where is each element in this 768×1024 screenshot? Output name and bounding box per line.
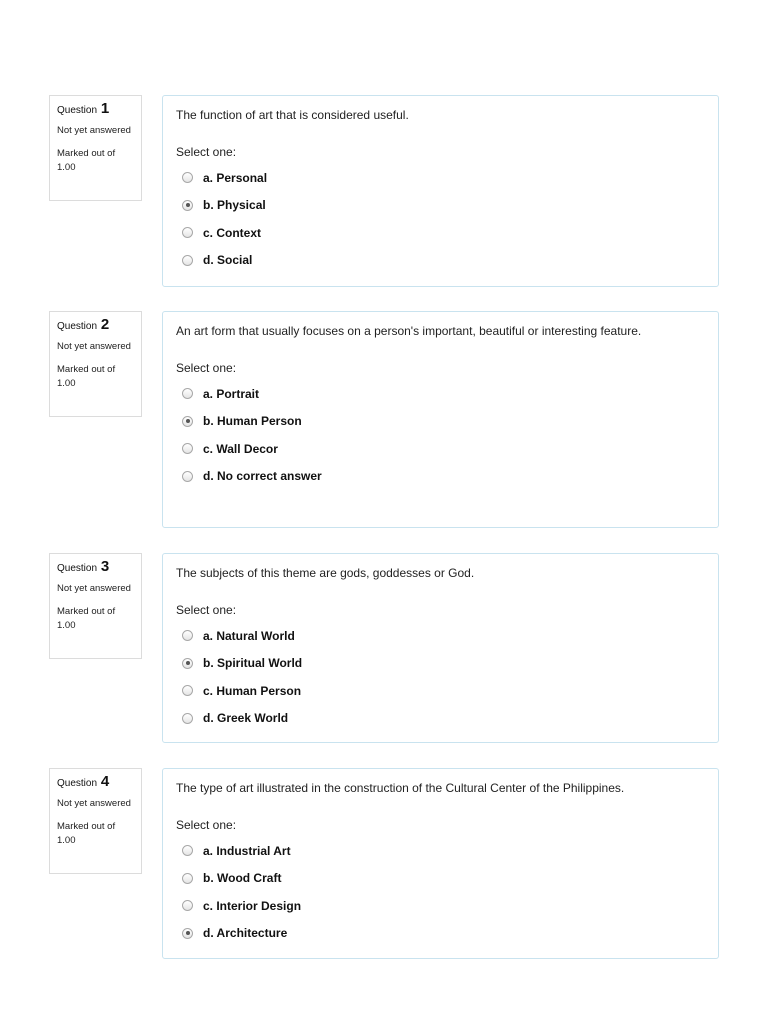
answer-option-b[interactable] xyxy=(176,408,705,436)
radio-button[interactable] xyxy=(182,388,193,399)
question-grade: Marked out of 1.00 xyxy=(57,363,116,389)
answer-option-b[interactable] xyxy=(176,650,705,678)
select-one-prompt: Select one: xyxy=(176,145,237,159)
question-info xyxy=(49,311,142,417)
answer-label[interactable]: a. Natural World xyxy=(203,628,295,643)
answer-label[interactable]: c. Wall Decor xyxy=(203,441,278,456)
question-label: Question xyxy=(57,321,98,332)
answer-option-d[interactable] xyxy=(176,247,705,275)
question-info xyxy=(49,768,142,874)
question-text: The type of art illustrated in the construction of the Cultural Center of the Philippines. xyxy=(176,781,625,795)
answer-option-a[interactable] xyxy=(176,380,705,408)
answer-label[interactable]: b. Physical xyxy=(203,198,266,213)
select-one-prompt: Select one: xyxy=(176,603,237,617)
radio-button[interactable] xyxy=(182,845,193,856)
answer-label[interactable]: c. Interior Design xyxy=(203,898,302,913)
question-number xyxy=(57,317,134,335)
answer-label[interactable]: b. Spiritual World xyxy=(203,656,303,671)
question-content xyxy=(162,311,719,528)
question-state: Not yet answered xyxy=(57,583,131,594)
question-grade: Marked out of 1.00 xyxy=(57,820,116,846)
answer-list xyxy=(176,164,705,274)
question-grade: Marked out of 1.00 xyxy=(57,147,116,173)
question-number-value: 2 xyxy=(100,316,110,333)
question-info xyxy=(49,553,142,659)
question-text: The subjects of this theme are gods, goddesses or God. xyxy=(176,566,475,580)
answer-option-a[interactable] xyxy=(176,164,705,192)
question-label: Question xyxy=(57,778,98,789)
question-number xyxy=(57,774,134,792)
question-label: Question xyxy=(57,563,98,574)
radio-button[interactable] xyxy=(182,172,193,183)
answer-option-c[interactable] xyxy=(176,677,705,705)
answer-option-a[interactable] xyxy=(176,837,705,865)
question-number-value: 3 xyxy=(100,558,110,575)
question-number xyxy=(57,559,134,577)
radio-button[interactable] xyxy=(182,713,193,724)
radio-button[interactable] xyxy=(182,685,193,696)
answer-option-d[interactable] xyxy=(176,705,705,733)
answer-option-c[interactable] xyxy=(176,892,705,920)
answer-label[interactable]: c. Context xyxy=(203,225,262,240)
answer-label[interactable]: d. No correct answer xyxy=(203,469,322,484)
answer-label[interactable]: d. Greek World xyxy=(203,711,289,726)
answer-option-c[interactable] xyxy=(176,435,705,463)
radio-button[interactable] xyxy=(182,873,193,884)
question-number xyxy=(57,101,134,119)
answer-option-a[interactable] xyxy=(176,622,705,650)
radio-button-checked[interactable] xyxy=(182,658,193,669)
answer-option-d[interactable] xyxy=(176,463,705,491)
answer-label[interactable]: d. Architecture xyxy=(203,926,288,941)
question-number-value: 1 xyxy=(100,100,110,117)
select-one-prompt: Select one: xyxy=(176,818,237,832)
answer-label[interactable]: a. Industrial Art xyxy=(203,843,291,858)
answer-list xyxy=(176,380,705,490)
answer-option-b[interactable] xyxy=(176,865,705,893)
select-one-prompt: Select one: xyxy=(176,361,237,375)
question-label: Question xyxy=(57,105,98,116)
question-content xyxy=(162,95,719,287)
radio-button[interactable] xyxy=(182,471,193,482)
answer-option-b[interactable] xyxy=(176,192,705,220)
radio-button-checked[interactable] xyxy=(182,416,193,427)
answer-label[interactable]: b. Wood Craft xyxy=(203,871,282,886)
question-state: Not yet answered xyxy=(57,798,131,809)
radio-button-checked[interactable] xyxy=(182,928,193,939)
answer-label[interactable]: c. Human Person xyxy=(203,683,302,698)
answer-label[interactable]: a. Personal xyxy=(203,170,268,185)
question-state: Not yet answered xyxy=(57,341,131,352)
radio-button[interactable] xyxy=(182,255,193,266)
radio-button[interactable] xyxy=(182,227,193,238)
answer-option-d[interactable] xyxy=(176,920,705,948)
answer-option-c[interactable] xyxy=(176,219,705,247)
answer-list xyxy=(176,837,705,947)
question-content xyxy=(162,553,719,743)
answer-list xyxy=(176,622,705,732)
question-number-value: 4 xyxy=(100,773,110,790)
question-grade: Marked out of 1.00 xyxy=(57,605,116,631)
answer-label[interactable]: b. Human Person xyxy=(203,414,302,429)
radio-button[interactable] xyxy=(182,443,193,454)
question-state: Not yet answered xyxy=(57,125,131,136)
answer-label[interactable]: d. Social xyxy=(203,253,253,268)
question-text: An art form that usually focuses on a person's important, beautiful or interesting feature. xyxy=(176,324,642,338)
radio-button[interactable] xyxy=(182,630,193,641)
radio-button-checked[interactable] xyxy=(182,200,193,211)
question-text: The function of art that is considered useful. xyxy=(176,108,409,122)
answer-label[interactable]: a. Portrait xyxy=(203,386,260,401)
radio-button[interactable] xyxy=(182,900,193,911)
question-content xyxy=(162,768,719,959)
question-info xyxy=(49,95,142,201)
